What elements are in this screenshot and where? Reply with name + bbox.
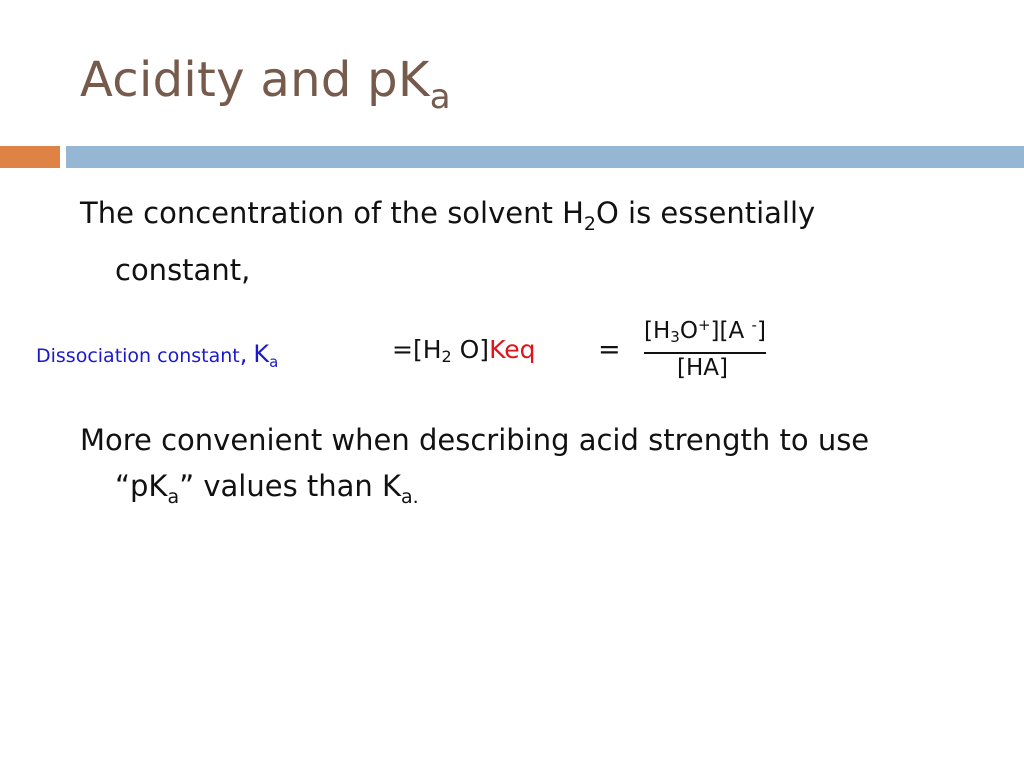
- keq-term: Keq: [489, 335, 536, 364]
- eq-lhs-open: =[H: [392, 335, 442, 364]
- num-part3: ][A: [710, 318, 752, 344]
- bullet1-text-b: O is essentially: [595, 196, 816, 230]
- dissociation-constant-label: [36, 340, 278, 371]
- eq-lhs-subscript: 2: [441, 347, 452, 366]
- dissociation-comma: ,: [239, 340, 248, 368]
- title-subscript: a: [429, 77, 451, 117]
- num-superscript-minus: -: [751, 316, 757, 334]
- eq-lhs-close: O]: [451, 335, 490, 364]
- accent-bar: [0, 146, 60, 168]
- bullet1-line2: constant,: [115, 253, 251, 287]
- num-superscript-plus: +: [697, 316, 711, 334]
- fraction-numerator: [644, 310, 766, 354]
- bullet-pka-convenience: [80, 417, 869, 520]
- bullet2-text-a: “pK: [115, 469, 168, 503]
- bullet-solvent-concentration: [80, 190, 815, 293]
- ka-subscript: a: [269, 353, 279, 371]
- ka-symbol: K: [253, 340, 270, 368]
- title-divider-bar: [66, 146, 1024, 168]
- num-subscript: 3: [670, 328, 680, 346]
- bullet1-subscript: 2: [583, 213, 596, 235]
- bullet1-text-a: The concentration of the solvent H: [80, 196, 584, 230]
- equals-sign: =: [598, 334, 621, 365]
- fraction-denominator: [HA]: [677, 355, 728, 381]
- title-text: Acidity and pK: [80, 52, 430, 108]
- bullet2-subscript-2: a.: [401, 486, 419, 508]
- bullet2-subscript-1: a: [167, 486, 180, 508]
- water-keq-term: [392, 335, 535, 366]
- num-part1: [H: [644, 318, 671, 344]
- num-part2: O: [679, 318, 698, 344]
- dissociation-label-text: Dissociation constant: [36, 345, 240, 367]
- num-part4: ]: [756, 318, 766, 344]
- bullet2-line1: More convenient when describing acid strength to use: [80, 423, 870, 457]
- slide-title: [80, 52, 451, 117]
- bullet2-text-b: ” values than K: [179, 469, 402, 503]
